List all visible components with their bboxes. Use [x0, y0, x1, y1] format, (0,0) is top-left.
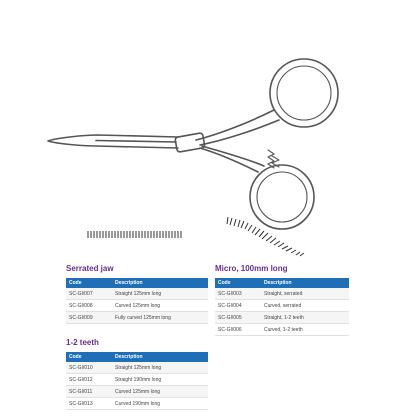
- cell-code: SC-GI/003: [215, 288, 261, 300]
- table-row: [66, 386, 208, 398]
- table-row: [66, 374, 208, 386]
- table-row: [215, 288, 349, 300]
- cell-code: SC-GI/010: [66, 362, 112, 374]
- cell-description: Curved, 1-2 teeth: [261, 324, 349, 336]
- table-row: [66, 398, 208, 410]
- cell-description: Curved, serrated: [261, 300, 349, 312]
- table-row: [215, 324, 349, 336]
- cell-code: SC-GI/009: [66, 312, 112, 324]
- cell-code: SC-GI/013: [66, 398, 112, 410]
- section-title-1-2-teeth: 1-2 teeth: [66, 338, 99, 347]
- cell-description: Straight 125mm long: [112, 362, 208, 374]
- cell-description: Straight 190mm long: [112, 374, 208, 386]
- cell-description: Straight, 1-2 teeth: [261, 312, 349, 324]
- cell-description: Straight, serrated: [261, 288, 349, 300]
- section-title-serrated-jaw: Serrated jaw: [66, 264, 114, 273]
- table-row: [66, 300, 208, 312]
- cell-code: SC-GI/008: [66, 300, 112, 312]
- table-row: [215, 312, 349, 324]
- cell-code: SC-GI/012: [66, 374, 112, 386]
- cell-description: Straight 125mm long: [112, 288, 208, 300]
- table-row: [66, 362, 208, 374]
- cell-description: Curved 125mm long: [112, 300, 208, 312]
- section-title-micro: Micro, 100mm long: [215, 264, 288, 273]
- cell-code: SC-GI/005: [215, 312, 261, 324]
- straight-serration-icon: [88, 231, 181, 238]
- cell-description: Curved 125mm long: [112, 386, 208, 398]
- cell-description: Fully curved 125mm long: [112, 312, 208, 324]
- table-row: [66, 312, 208, 324]
- table-serrated-jaw: [66, 278, 208, 324]
- table-row: [66, 288, 208, 300]
- column-header-code: Code: [66, 352, 112, 362]
- table-1-2-teeth: [66, 352, 208, 410]
- column-header-description: Description: [112, 278, 208, 288]
- table-header-row: [66, 278, 208, 288]
- column-header-description: Description: [112, 352, 208, 362]
- curved-serration-icon: [227, 217, 304, 256]
- column-header-code: Code: [66, 278, 112, 288]
- table-header-row: [66, 352, 208, 362]
- cell-code: SC-GI/006: [215, 324, 261, 336]
- cell-code: SC-GI/007: [66, 288, 112, 300]
- table-header-row: [215, 278, 349, 288]
- cell-description: Curved 190mm long: [112, 398, 208, 410]
- cell-code: SC-GI/004: [215, 300, 261, 312]
- column-header-description: Description: [261, 278, 349, 288]
- table-micro: [215, 278, 349, 336]
- column-header-code: Code: [215, 278, 261, 288]
- table-row: [215, 300, 349, 312]
- cell-code: SC-GI/011: [66, 386, 112, 398]
